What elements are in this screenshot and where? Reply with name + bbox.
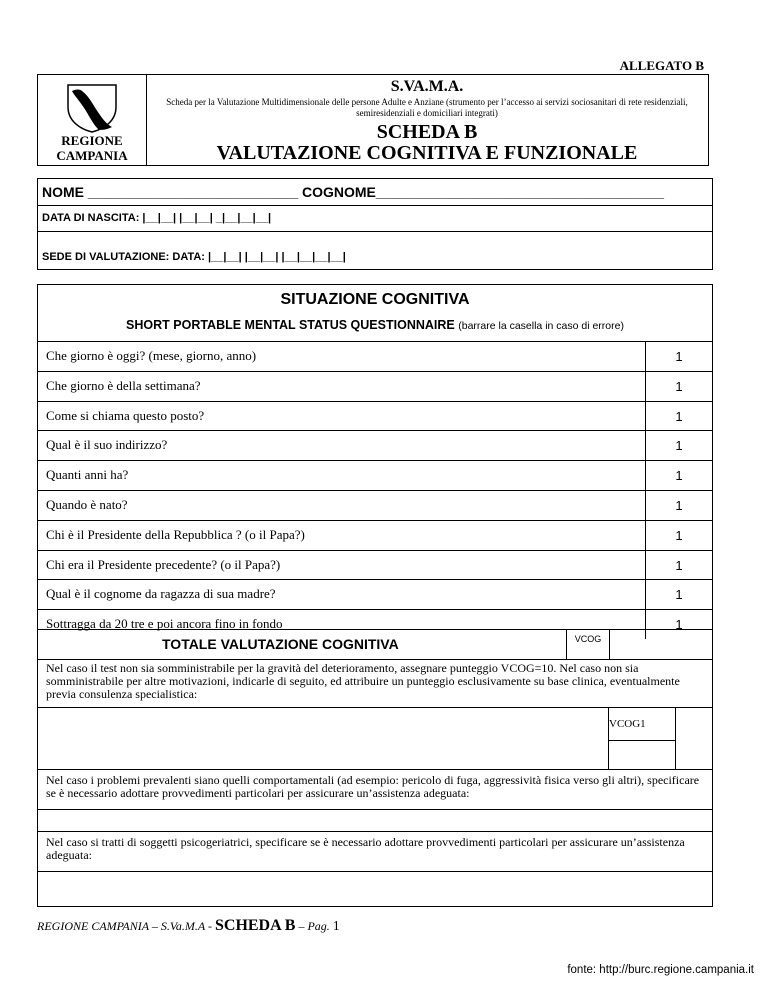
personal-data-box [37, 178, 713, 270]
question-score-box[interactable]: 1 [645, 491, 712, 520]
question-score-box[interactable]: 1 [645, 402, 712, 431]
footer-scheda: SCHEDA B [214, 917, 296, 934]
cognitive-section [37, 284, 713, 907]
name-row[interactable] [38, 179, 712, 206]
evaluation-date-field[interactable]: SEDE DI VALUTAZIONE: DATA: |__|__| |__|__| |__|__|__|__| [42, 251, 346, 263]
question-score-box[interactable]: 1 [645, 551, 712, 580]
vcog-cell[interactable]: VCOG [566, 630, 610, 660]
question-score-box[interactable]: 1 [645, 580, 712, 609]
spmsq-title: SHORT PORTABLE MENTAL STATUS QUESTIONNAIRE (barrare la casella in caso di errore) [126, 318, 624, 332]
region-crest-icon [64, 83, 120, 133]
question-text: Qual è il suo indirizzo? [46, 437, 168, 453]
question-score-box[interactable]: 1 [645, 610, 712, 639]
question-text: Chi era il Presidente precedente? (o il Papa?) [46, 556, 281, 572]
svama-title: S.VA.M.A. [390, 78, 464, 95]
region-name: REGIONE CAMPANIA [56, 133, 128, 163]
header-text [146, 75, 708, 164]
scheda-title: SCHEDA B [376, 121, 478, 143]
region-logo-cell [38, 75, 147, 165]
question-row [38, 579, 712, 609]
question-text: Quanti anni ha? [46, 467, 129, 483]
vcog1-cell[interactable] [608, 708, 676, 770]
question-text: Che giorno è oggi? (mese, giorno, anno) [46, 348, 257, 363]
total-label: TOTALE VALUTAZIONE COGNITIVA [162, 636, 399, 652]
question-row [38, 460, 712, 490]
question-score-box[interactable]: 1 [645, 461, 712, 490]
vcog1-block[interactable] [38, 707, 712, 770]
source-note: fonte: http://burc.regione.campania.it [567, 964, 754, 976]
psychogeriatric-answer-field[interactable] [38, 871, 712, 906]
behavioural-note: Nel caso i problemi prevalenti siano quelli comportamentali (ad esempio: pericolo di fuga, aggressività fisica verso gli altri), specificare se è necessario adottare provvedimenti particolari per assicurare un’assistenza adeguata: [38, 769, 712, 809]
total-row [38, 629, 712, 660]
page-footer: REGIONE CAMPANIA – S.Va.M.A - SCHEDA B – Pag. 1 [37, 917, 340, 934]
question-row [38, 401, 712, 431]
question-list [38, 341, 712, 639]
question-row [38, 430, 712, 460]
question-text: Sottragga da 20 tre e poi ancora fino in fondo [46, 616, 283, 632]
question-text: Come si chiama questo posto? [46, 407, 205, 423]
document-header [37, 74, 709, 166]
behavioural-answer-field[interactable] [38, 809, 712, 832]
question-score-box[interactable]: 1 [645, 372, 712, 401]
question-row [38, 490, 712, 520]
question-text: Qual è il cognome da ragazza di sua madre? [46, 586, 276, 602]
question-score-box[interactable]: 1 [645, 431, 712, 460]
svama-description: Scheda per la Valutazione Multidimensionale delle persone Adulte e Anziane (strumento per l’accesso ai servizi sociosanitari di rete residenziali, semiresidenziali e domiciliari integrati) [166, 97, 688, 118]
site-row[interactable] [38, 231, 712, 269]
scheda-subtitle: VALUTAZIONE COGNITIVA E FUNZIONALE [216, 142, 638, 164]
birth-date-field[interactable]: DATA DI NASCITA: |__|__| |__|__| _|__|__|__| [42, 212, 272, 224]
spmsq-note: (barrare la casella in caso di errore) [458, 320, 624, 332]
vcog1-divider [609, 740, 675, 741]
question-row [38, 550, 712, 580]
question-row [38, 341, 712, 371]
vcog1-label: VCOG1 [609, 718, 646, 730]
name-field[interactable]: NOME ___________________________ COGNOME_____________________________________ [42, 184, 664, 200]
not-administrable-note: Nel caso il test non sia somministrabile per la gravità del deterioramento, assegnare punteggio VCOG=10. Nel caso non sia somministrabile per altre motivazioni, indicarle di seguito, ed attribuire un punteggio esclusivamente su base clinica, eventualmente previa consulenza specialistica: [38, 659, 712, 707]
question-score-box[interactable]: 1 [645, 342, 712, 371]
allegato-label: ALLEGATO B [619, 58, 704, 73]
question-text: Quando è nato? [46, 496, 128, 512]
question-text: Chi è il Presidente della Repubblica ? (o il Papa?) [46, 526, 305, 542]
section-title: SITUAZIONE COGNITIVA [280, 291, 470, 308]
question-score-box[interactable]: 1 [645, 521, 712, 550]
psychogeriatric-note: Nel caso si tratti di soggetti psicogeriatrici, specificare se è necessario adottare provvedimenti particolari per assicurare un’assistenza adeguata: [38, 831, 712, 871]
question-text: Che giorno è della settimana? [46, 377, 201, 393]
question-row [38, 520, 712, 550]
question-row [38, 371, 712, 401]
birth-row[interactable] [38, 205, 712, 232]
page-number: 1 [332, 919, 340, 934]
